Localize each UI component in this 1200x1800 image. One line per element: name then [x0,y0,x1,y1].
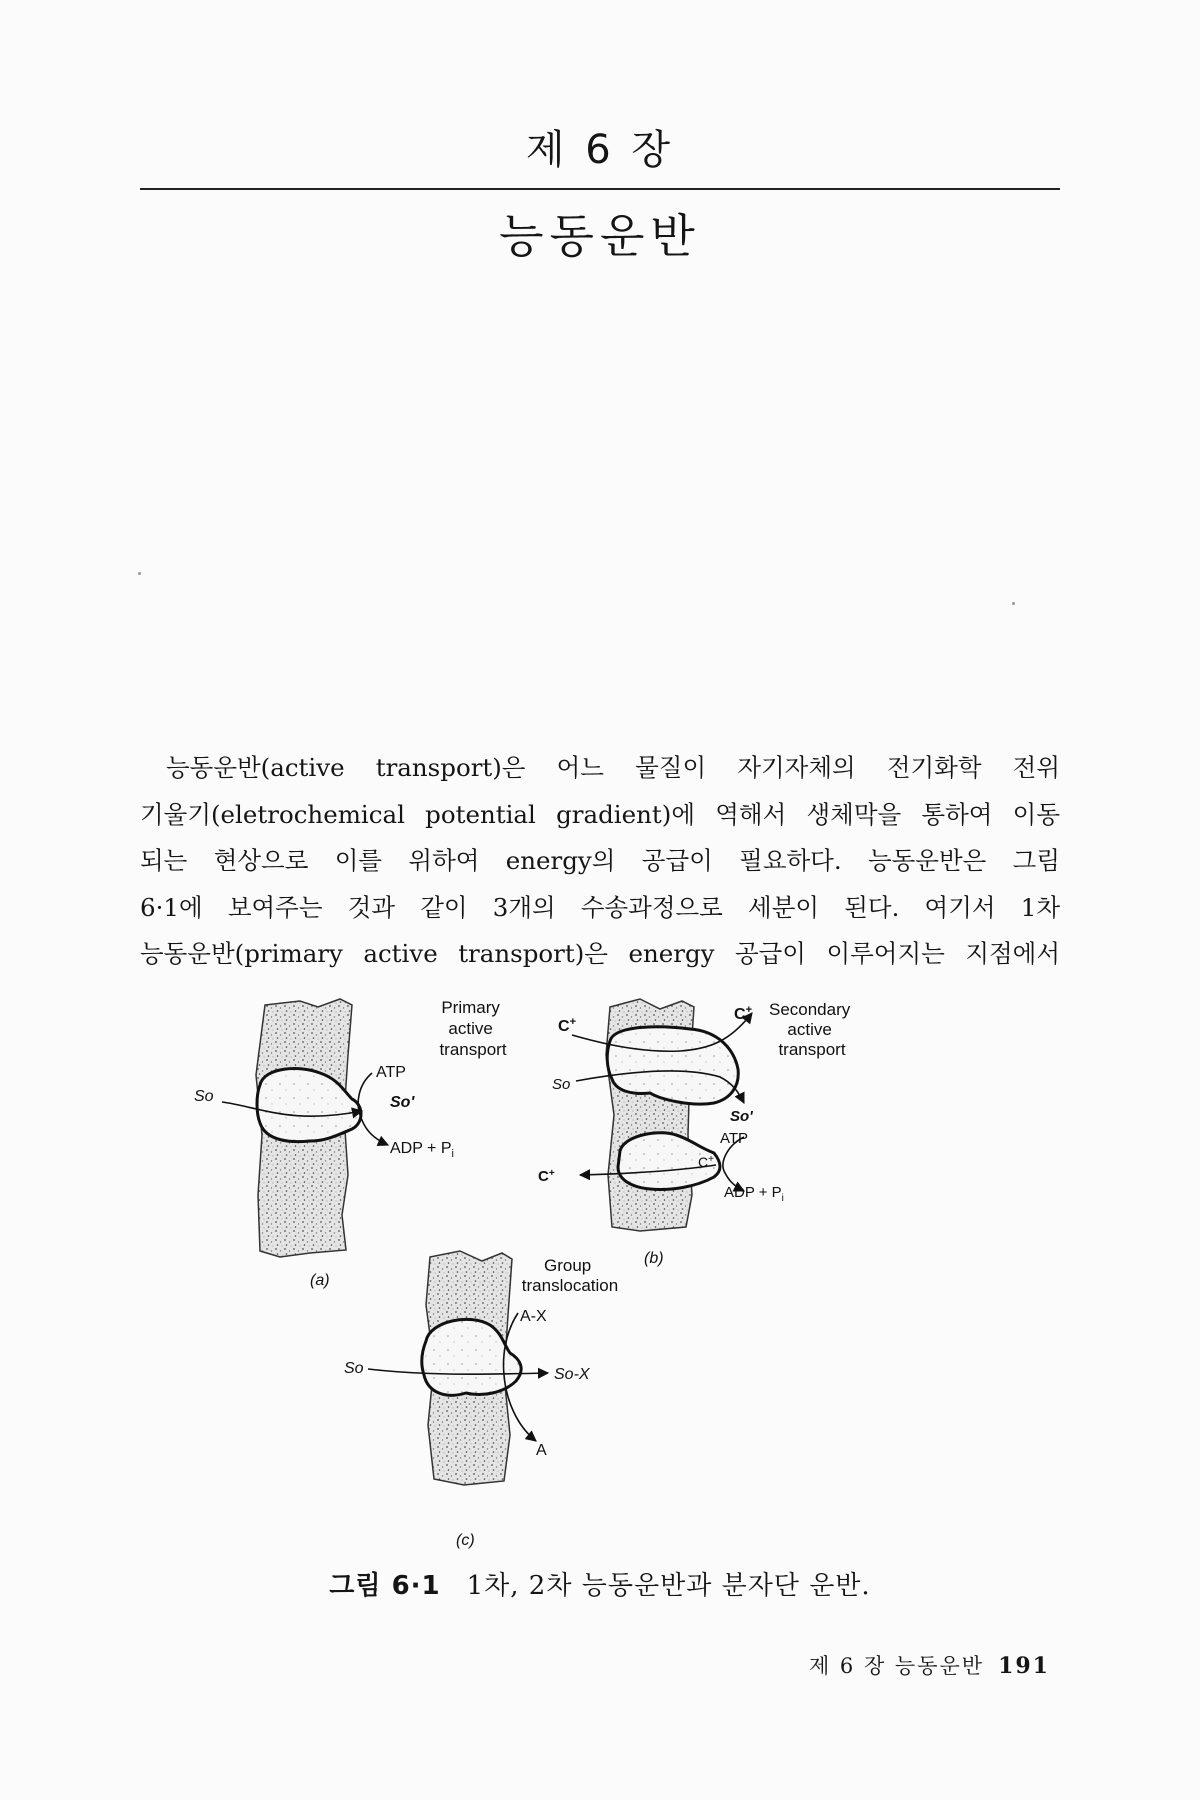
label-c-left-b: C+ [538,1168,555,1185]
carrier-b-top [607,1027,738,1104]
chapter-title: 능동운반 [499,209,701,263]
body-paragraph [140,745,1060,978]
label-sox-c: So-X [554,1366,590,1383]
label-atp-b: ATP [720,1130,749,1147]
body-line: 능동운반(primary active transport)은 energy 공급이 이루어지는 지점에서 [140,939,1060,968]
tag-c: (c) [456,1532,475,1549]
tag-a: (a) [310,1272,330,1289]
panel-c [344,1251,618,1549]
label-ax-c: A-X [520,1308,547,1325]
label-c-out-b: C+ [734,1004,752,1023]
panel-a [194,998,507,1289]
scan-speck [138,572,141,575]
running-head: 제 6 장 능동운반 [808,1654,985,1678]
title-primary: Primary active transport [439,998,507,1059]
label-c-in-b: C+ [558,1016,576,1035]
label-a-c: A [536,1442,547,1459]
label-so-a: So [194,1088,214,1105]
figure-6-1 [194,995,1000,1555]
tag-b: (b) [644,1250,664,1267]
label-adp-a: ADP + $P_i$ [390,1140,454,1160]
chapter-label: 제 6 장 [525,127,675,173]
body-line: 능동운반(active transport)은 어느 물질이 자기자체의 전기화학 전위 [166,753,1060,782]
title-group: Group translocation [521,1256,619,1295]
title-secondary: Secondary active transport [768,1000,851,1059]
label-soprime-b: So' [730,1108,753,1125]
page-number: 191 [998,1653,1050,1679]
caption-text: 1차, 2차 능동운반과 분자단 운반. [466,1571,871,1601]
label-so-b: So [552,1076,571,1093]
caption-label: 그림 6·1 [329,1571,441,1601]
page-footer [809,1650,1050,1680]
title-rule [140,188,1060,190]
label-so-c: So [344,1360,364,1377]
body-line: 기울기(eletrochemical potential gradient)에 역해서 생체막을 통하여 이동 [140,799,1060,829]
body-line: 6·1에 보여주는 것과 같이 3개의 수송과정으로 세분이 된다. 여기서 1차 [140,892,1060,922]
label-c-pump-b: C+ [698,1154,714,1170]
figure-caption [0,1565,1200,1602]
atp-arrow-a [358,1073,388,1145]
label-adp-b: ADP + $P_i$ [724,1184,784,1204]
label-soprime-a: So' [390,1094,415,1111]
label-atp-a: ATP [376,1064,406,1081]
scan-speck [1012,602,1015,605]
body-line: 되는 현상으로 이를 위하여 energy의 공급이 필요하다. 능동운반은 그림 [140,846,1060,875]
panel-b [538,999,855,1267]
